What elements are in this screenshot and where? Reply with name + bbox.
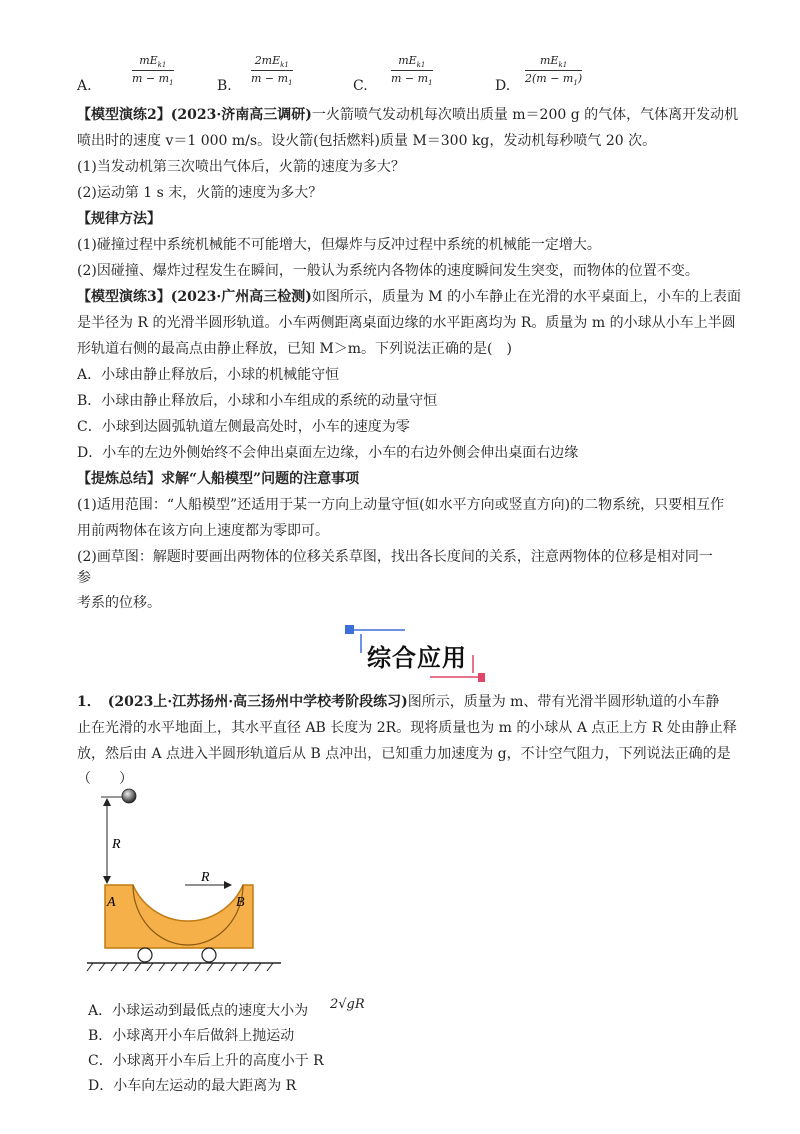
numerator-sub: k1 xyxy=(416,61,426,70)
cart-body xyxy=(105,885,253,948)
practice2-line1 xyxy=(77,105,738,125)
denominator-sub: 1 xyxy=(428,79,433,88)
q1-heading: 1． (2023上·江苏扬州·高三扬州中学校考阶段练习) xyxy=(77,694,408,710)
q1-option-b: B．小球离开小车后做斜上抛运动 xyxy=(88,1028,295,1044)
section-title-block xyxy=(345,625,485,685)
point-b-label: B xyxy=(236,895,245,910)
summary-p2a: (2)画草图：解题时要画出两物体的位移关系草图，找出各长度间的关系，注意两物体的位移是相对同一 xyxy=(77,549,713,565)
numerator: mE xyxy=(398,54,417,67)
denominator: m − m xyxy=(132,72,170,86)
practice3-option-d: D．小车的左边外侧始终不会伸出桌面左边缘，小车的右边外侧会伸出桌面右边缘 xyxy=(77,445,579,461)
denominator-sub: 1 xyxy=(288,79,293,88)
summary-p2c: 考系的位移。 xyxy=(77,595,161,611)
numerator-sub: k1 xyxy=(157,61,167,70)
practice3-line1 xyxy=(77,287,741,307)
rule-heading: 【规律方法】 xyxy=(77,211,161,227)
point-a-label: A xyxy=(107,895,116,910)
cart-diagram xyxy=(85,785,285,985)
denominator: m − m xyxy=(251,72,289,86)
numerator: mE xyxy=(539,54,559,67)
numerator: mE xyxy=(139,54,158,67)
practice3-option-c: C．小球到达圆弧轨道左侧最高处时，小车的速度为零 xyxy=(77,419,410,435)
q1-option-d: D．小车向左运动的最大距离为 R xyxy=(88,1078,297,1094)
practice3-option-b: B．小球由静止释放后，小球和小车组成的系统的动量守恒 xyxy=(77,393,438,409)
section-title: 综合应用 xyxy=(367,644,467,672)
practice2-q1: (1)当发动机第三次喷出气体后，火箭的速度为多大？ xyxy=(77,159,405,175)
q1-option-a: A．小球运动到最低点的速度大小为 xyxy=(88,1003,309,1019)
ground-hatch xyxy=(87,963,273,971)
numerator-sub: k1 xyxy=(280,61,289,70)
q1-option-a-expr: 2√gR xyxy=(330,997,365,1012)
cart-figure xyxy=(85,785,285,985)
q1-line3: 放，然后由 A 点进入半圆形轨道后从 B 点冲出，已知重力加速度为 g，不计空气阻力，下列说法正确的是 xyxy=(77,746,731,762)
denominator: m − m xyxy=(391,72,429,86)
practice2-q2: (2)运动第 1 s 末，火箭的速度为多大？ xyxy=(77,185,323,201)
practice2-line2: 喷出时的速度 v＝1 000 m/s。设火箭(包括燃料)质量 M＝300 kg，发动机每秒喷气 20 次。 xyxy=(77,133,657,149)
denominator: 2(m − m xyxy=(525,72,574,86)
practice2-heading: 【模型演练2】(2023·济南高三调研) xyxy=(77,107,312,123)
option-c xyxy=(353,48,493,98)
practice2-text: 一火箭喷气发动机每次喷出质量 m＝200 g 的气体，气体离开发动机 xyxy=(311,107,739,123)
ball xyxy=(122,789,136,803)
option-label: A. xyxy=(77,78,92,94)
blue-square-deco xyxy=(345,625,354,634)
option-d xyxy=(495,48,675,98)
rule-p1: (1)碰撞过程中系统机械能不可能增大，但爆炸与反冲过程中系统的机械能一定增大。 xyxy=(77,237,601,253)
fraction xyxy=(525,54,582,87)
practice3-heading: 【模型演练3】(2023·广州高三检测) xyxy=(77,289,312,305)
option-label: C. xyxy=(353,78,368,94)
fraction xyxy=(391,54,433,87)
fraction xyxy=(251,54,293,87)
options-top-row xyxy=(77,48,727,98)
summary-p2b: 参 xyxy=(77,570,91,586)
vertical-r-label: R xyxy=(112,837,121,852)
q1-option-c: C．小球离开小车后上升的高度小于 R xyxy=(88,1053,324,1069)
wheel-left xyxy=(138,948,152,962)
numerator: 2mE xyxy=(254,54,281,67)
numerator-sub: k1 xyxy=(558,61,568,70)
q1-text: 图所示，质量为 m、带有光滑半圆形轨道的小车静 xyxy=(407,694,720,710)
practice3-line3: 形轨道右侧的最高点由静止释放，已知 M＞m。下列说法正确的是( ) xyxy=(77,341,512,357)
practice3-option-a: A．小球由静止释放后，小球的机械能守恒 xyxy=(77,367,340,383)
practice3-line2: 是半径为 R 的光滑半圆形轨道。小车两侧距离桌面边缘的水平距离均为 R。质量为 m 的小球从小车上半圆 xyxy=(77,315,736,331)
denominator-sub: 1 xyxy=(573,79,578,88)
q1-line2: 止在光滑的水平地面上，其水平直径 AB 长度为 2R。现将质量也为 m 的小球从 A 点正上方 R 处由静止释 xyxy=(77,720,737,736)
horizontal-r-label: R xyxy=(201,870,210,885)
summary-p1a: (1)适用范围：“人船模型”还适用于某一方向上动量守恒(如水平方向或竖直方向)的二物系统，只要相互作 xyxy=(77,497,725,513)
practice3-text: 如图所示，质量为 M 的小车静止在光滑的水平桌面上，小车的上表面 xyxy=(311,289,742,305)
q1-line4: （ ） xyxy=(77,771,133,787)
option-a xyxy=(77,48,217,98)
summary-p1b: 用前两物体在该方向上速度都为零即可。 xyxy=(77,523,329,539)
summary-heading: 【提炼总结】求解“人船模型”问题的注意事项 xyxy=(77,471,360,487)
rule-p2: (2)因碰撞、爆炸过程发生在瞬间，一般认为系统内各物体的速度瞬间发生突变，而物体的位置不变。 xyxy=(77,263,699,279)
q1-line1 xyxy=(77,692,719,712)
fraction xyxy=(132,54,174,87)
denominator-sub: 1 xyxy=(169,79,174,88)
option-label: B. xyxy=(217,78,232,94)
denominator-tail: ) xyxy=(577,72,583,86)
option-label: D. xyxy=(495,78,511,94)
option-b xyxy=(217,48,357,98)
wheel-right xyxy=(202,948,216,962)
red-square-deco xyxy=(478,673,485,682)
